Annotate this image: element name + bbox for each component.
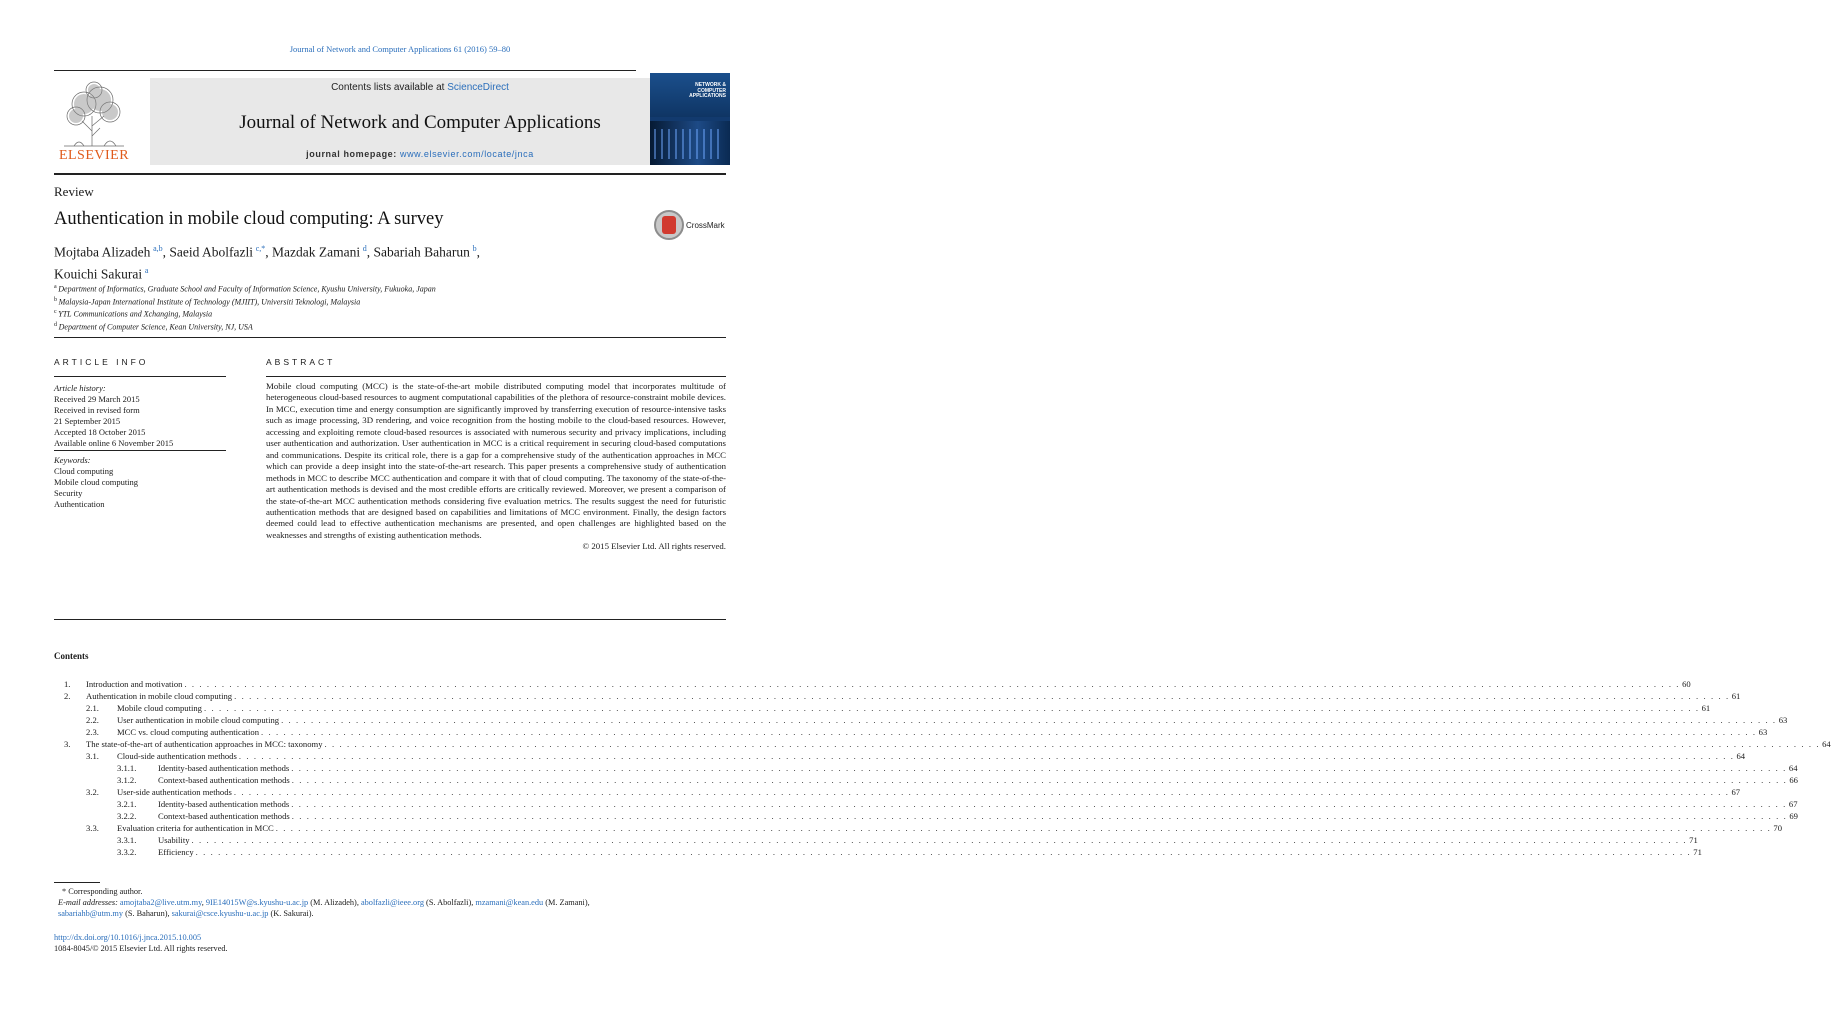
journal-header (54, 73, 734, 165)
toc-number: 3.3.1. (117, 835, 137, 845)
author-name[interactable]: Kouichi Sakurai (54, 266, 143, 281)
toc-page-number[interactable]: 60 (1682, 679, 1691, 689)
abstract-body (266, 381, 726, 553)
toc-entry[interactable] (54, 750, 1746, 762)
author-affiliation-ref[interactable]: b (472, 244, 477, 253)
affiliation-item (54, 295, 654, 308)
author-affiliation-ref[interactable]: a,b (153, 244, 163, 253)
toc-page-number[interactable]: 67 (1788, 799, 1798, 809)
toc-title[interactable]: MCC vs. cloud computing authentication (117, 727, 260, 737)
toc-page-number[interactable]: 61 (1701, 703, 1711, 713)
toc-entry[interactable] (54, 714, 1788, 726)
journal-cover-image[interactable] (650, 73, 730, 165)
author-name[interactable]: Saeid Abolfazli (169, 244, 253, 260)
keywords-rule (54, 450, 226, 451)
toc-number: 2.1. (86, 703, 99, 713)
toc-number: 1. (64, 679, 71, 689)
footnotes (54, 886, 734, 919)
crossmark-bookmark-icon (662, 216, 676, 234)
sciencedirect-link[interactable]: ScienceDirect (447, 82, 509, 93)
footnote-rule (54, 882, 100, 883)
toc-entry[interactable] (54, 798, 1798, 810)
email-owner: , (201, 898, 206, 907)
toc-leader-dots: . . . . . . . . . . . . . . . . . . . . . . . . . . . . . . . . . . . . . . . . . . . . . . . . . . . . . . . . . . . . . . . . . . . . . . . . . . . . . . . . . . . . . . . . . . . . . . . . . . . . . . . . . . . . . . . . . . . . . . . . . . . . . . . . . . . . . . . . . . . . . . . . . . . . . . . . . . . . . . . . . . . . . . . . . . . . . . . . . . . . . . . . . . . . . . . . . . . . . . . . (291, 811, 1788, 821)
email-link[interactable]: amojtaba2@live.utm.my (119, 898, 202, 907)
toc-number: 3.1. (86, 751, 99, 761)
toc-title[interactable]: Identity-based authentication methods (158, 799, 290, 809)
history-item: 21 September 2015 (54, 416, 121, 426)
toc-title[interactable]: Identity-based authentication methods (158, 763, 290, 773)
journal-title: Journal of Network and Computer Applications (239, 112, 601, 133)
keyword-item: Cloud computing (54, 466, 114, 476)
toc-leader-dots: . . . . . . . . . . . . . . . . . . . . . . . . . . . . . . . . . . . . . . . . . . . . . . . . . . . . . . . . . . . . . . . . . . . . . . . . . . . . . . . . . . . . . . . . . . . . . . . . . . . . . . . . . . . . . . . . . . . . . . . . . . . . . . . . . . . . . . . . . . . . . . . . . . . . . . . . . . . . . . . . . . . . . . . . . . . . . . . . . . . . . . . . . . . . . . . . . . . . . . . . (191, 835, 1688, 845)
toc-entry[interactable] (54, 678, 1691, 690)
author-list (54, 240, 634, 283)
corresponding-author-note: * Corresponding author. (62, 887, 143, 896)
abstract-rule (266, 376, 726, 377)
toc-number: 3.3.2. (117, 847, 137, 857)
toc-page-number[interactable]: 71 (1689, 835, 1698, 845)
affiliation-marker: a (54, 284, 57, 290)
homepage-prefix: journal homepage: (306, 149, 400, 159)
toc-title[interactable]: Context-based authentication methods (158, 775, 290, 785)
toc-entry[interactable] (54, 786, 1741, 798)
table-of-contents (54, 678, 1831, 858)
author-affiliation-ref[interactable]: a (144, 265, 149, 275)
toc-title[interactable]: User-side authentication methods (117, 787, 232, 797)
toc-leader-dots: . . . . . . . . . . . . . . . . . . . . . . . . . . . . . . . . . . . . . . . . . . . . . . . . . . . . . . . . . . . . . . . . . . . . . . . . . . . . . . . . . . . . . . . . . . . . . . . . . . . . . . . . . . . . . . . . . . . . . . . . . . . . . . . . . . . . . . . . . . . . . . . . . . . . . . . . . . . . . . . . . . . . . . . . . . . . . . . . . . . . . . . . . . . . . . . . . . . . . . . . (291, 799, 1787, 809)
email-link[interactable]: sabariahb@utm.my (58, 909, 124, 918)
contents-available-line (150, 82, 690, 93)
toc-leader-dots: . . . . . . . . . . . . . . . . . . . . . . . . . . . . . . . . . . . . . . . . . . . . . . . . . . . . . . . . . . . . . . . . . . . . . . . . . . . . . . . . . . . . . . . . . . . . . . . . . . . . . . . . . . . . . . . . . . . . . . . . . . . . . . . . . . . . . . . . . . . . . . . . . . . . . . . . . . . . . . . . . . . . . . . . . . . . . . . . . . . . . . . . . . . . . . . . . . . . . . . . (324, 739, 1821, 749)
author-separator: , (476, 244, 480, 260)
email-addresses (54, 897, 734, 919)
history-label: Article history: (54, 383, 106, 393)
header-bottom-rule (54, 173, 726, 175)
email-owner: (M. Zamani), (543, 898, 590, 907)
affiliation-marker: b (54, 296, 57, 303)
author-name[interactable]: Sabariah Baharun (373, 244, 470, 260)
article-info-heading: ARTICLE INFO (54, 357, 149, 367)
crossmark-icon (654, 210, 684, 240)
toc-number: 3. (64, 739, 71, 749)
toc-page-number[interactable]: 66 (1789, 775, 1798, 785)
toc-title[interactable]: The state-of-the-art of authentication approaches in MCC: taxonomy (86, 739, 323, 749)
toc-title[interactable]: Authentication in mobile cloud computing (86, 691, 233, 701)
toc-entry[interactable] (54, 702, 1711, 714)
toc-number: 2.3. (86, 727, 99, 737)
toc-title[interactable]: Usability (158, 835, 190, 845)
toc-page-number[interactable]: 64 (1822, 739, 1831, 749)
toc-page-number[interactable]: 64 (1736, 751, 1746, 761)
article-type: Review (54, 184, 94, 199)
affiliation-text: YTL Communications and Xchanging, Malaysia (58, 309, 213, 319)
history-item: Received in revised form (54, 405, 140, 415)
toc-entry[interactable] (54, 846, 1702, 858)
contents-prefix: Contents lists available at (331, 82, 448, 93)
journal-homepage (150, 149, 690, 159)
toc-leader-dots: . . . . . . . . . . . . . . . . . . . . . . . . . . . . . . . . . . . . . . . . . . . . . . . . . . . . . . . . . . . . . . . . . . . . . . . . . . . . . . . . . . . . . . . . . . . . . . . . . . . . . . . . . . . . . . . . . . . . . . . . . . . . . . . . . . . . . . . . . . . . . . . . . . . . . . . . . . . . . . . . . . . . . . . . . . . . . . . . . . . . . . . . . . . . . . . . . . . . . . . . (261, 727, 1757, 737)
history-item: Available online 6 November 2015 (54, 438, 174, 448)
issn-copyright: 1084-8045/© 2015 Elsevier Ltd. All rights reserved. (54, 944, 228, 953)
toc-number: 3.3. (86, 823, 99, 833)
affiliation-text: Department of Informatics, Graduate School and Faculty of Information Science, Kyushu University, Fukuoka, Japan (58, 284, 436, 294)
doi-block (54, 932, 228, 954)
toc-page-number[interactable]: 63 (1778, 715, 1788, 725)
toc-page-number[interactable]: 67 (1731, 787, 1741, 797)
contents-heading: Contents (54, 651, 89, 661)
article-info-rule (54, 376, 226, 377)
toc-leader-dots: . . . . . . . . . . . . . . . . . . . . . . . . . . . . . . . . . . . . . . . . . . . . . . . . . . . . . . . . . . . . . . . . . . . . . . . . . . . . . . . . . . . . . . . . . . . . . . . . . . . . . . . . . . . . . . . . . . . . . . . . . . . . . . . . . . . . . . . . . . . . . . . . . . . . . . . . . . . . . . . . . . . . . . . . . . . . . . . . . . . . . . . . . . . . . . . . . . . . . . . . (184, 679, 1681, 689)
cover-graphic (654, 129, 724, 159)
email-link[interactable]: sakurai@csce.kyushu-u.ac.jp (171, 909, 269, 918)
doi-link[interactable]: http://dx.doi.org/10.1016/j.jnca.2015.10.005 (54, 933, 202, 942)
affiliation-item (54, 320, 654, 333)
toc-title[interactable]: Introduction and motivation (86, 679, 183, 689)
history-item: Received 29 March 2015 (54, 394, 140, 404)
header-top-rule (54, 70, 636, 71)
toc-leader-dots: . . . . . . . . . . . . . . . . . . . . . . . . . . . . . . . . . . . . . . . . . . . . . . . . . . . . . . . . . . . . . . . . . . . . . . . . . . . . . . . . . . . . . . . . . . . . . . . . . . . . . . . . . . . . . . . . . . . . . . . . . . . . . . . . . . . . . . . . . . . . . . . . . . . . . . . . . . . . . . . . . . . . . . . . . . . . . . . . . . . . . . . . . . . . . . . . . . . . . . . . (275, 823, 1772, 833)
keywords (54, 455, 234, 510)
email-label: E-mail addresses: (58, 898, 120, 907)
email-link[interactable]: 9IE14015W@s.kyushu-u.ac.jp (205, 898, 309, 907)
keywords-label: Keywords: (54, 455, 91, 465)
toc-page-number[interactable]: 61 (1731, 691, 1741, 701)
author-separator: , (366, 244, 374, 260)
keyword-item: Authentication (54, 499, 105, 509)
toc-entry[interactable] (54, 738, 1831, 750)
paper-title: Authentication in mobile cloud computing: A survey (54, 209, 444, 229)
author-affiliation-ref[interactable]: d (362, 244, 367, 253)
toc-leader-dots: . . . . . . . . . . . . . . . . . . . . . . . . . . . . . . . . . . . . . . . . . . . . . . . . . . . . . . . . . . . . . . . . . . . . . . . . . . . . . . . . . . . . . . . . . . . . . . . . . . . . . . . . . . . . . . . . . . . . . . . . . . . . . . . . . . . . . . . . . . . . . . . . . . . . . . . . . . . . . . . . . . . . . . . . . . . . . . . . . . . . . . . . . . . . . . . . . . . . . . . . (238, 751, 1735, 761)
toc-title[interactable]: Context-based authentication methods (158, 811, 290, 821)
author-separator: , (162, 244, 170, 260)
author-affiliation-ref[interactable]: c,* (255, 244, 266, 253)
journal-citation-link[interactable]: Journal of Network and Computer Applications 61 (2016) 59–80 (289, 44, 511, 54)
homepage-link[interactable]: www.elsevier.com/locate/jnca (399, 149, 534, 159)
toc-title[interactable]: Mobile cloud computing (117, 703, 202, 713)
toc-leader-dots: . . . . . . . . . . . . . . . . . . . . . . . . . . . . . . . . . . . . . . . . . . . . . . . . . . . . . . . . . . . . . . . . . . . . . . . . . . . . . . . . . . . . . . . . . . . . . . . . . . . . . . . . . . . . . . . . . . . . . . . . . . . . . . . . . . . . . . . . . . . . . . . . . . . . . . . . . . . . . . . . . . . . . . . . . . . . . . . . . . . . . . . . . . . . . . . . . . . . . . . . (195, 847, 1692, 857)
email-owner: (K. Sakurai). (268, 909, 314, 918)
toc-number: 3.1.1. (117, 763, 137, 773)
toc-title[interactable]: Efficiency (158, 847, 194, 857)
email-owner: (S. Baharun), (123, 909, 172, 918)
toc-number: 2.2. (86, 715, 99, 725)
article-history (54, 383, 234, 449)
affiliation-item (54, 282, 654, 295)
cover-title: NETWORK & COMPUTER APPLICATIONS (689, 82, 726, 99)
toc-entry[interactable] (54, 774, 1798, 786)
toc-entry[interactable] (54, 810, 1798, 822)
toc-leader-dots: . . . . . . . . . . . . . . . . . . . . . . . . . . . . . . . . . . . . . . . . . . . . . . . . . . . . . . . . . . . . . . . . . . . . . . . . . . . . . . . . . . . . . . . . . . . . . . . . . . . . . . . . . . . . . . . . . . . . . . . . . . . . . . . . . . . . . . . . . . . . . . . . . . . . . . . . . . . . . . . . . . . . . . . . . . . . . . . . . . . . . . . . . . . . . . . . . . . . . . . . (291, 763, 1787, 773)
toc-page-number[interactable]: 63 (1758, 727, 1768, 737)
elsevier-wordmark: ELSEVIER (58, 148, 130, 163)
affiliation-item (54, 307, 654, 320)
keyword-item: Mobile cloud computing (54, 477, 139, 487)
crossmark-button[interactable] (654, 210, 734, 242)
email-link[interactable]: mzamani@kean.edu (475, 898, 544, 907)
toc-title[interactable]: Cloud-side authentication methods (117, 751, 237, 761)
toc-page-number[interactable]: 69 (1789, 811, 1798, 821)
section-rule (54, 337, 726, 338)
author-separator: , (265, 244, 272, 260)
abstract-bottom-rule (54, 619, 726, 620)
toc-number: 2. (64, 691, 71, 701)
affiliation-marker: d (54, 321, 57, 328)
email-link[interactable]: abolfazli@ieee.org (360, 898, 424, 907)
crossmark-label: CrossMark (686, 221, 725, 230)
toc-leader-dots: . . . . . . . . . . . . . . . . . . . . . . . . . . . . . . . . . . . . . . . . . . . . . . . . . . . . . . . . . . . . . . . . . . . . . . . . . . . . . . . . . . . . . . . . . . . . . . . . . . . . . . . . . . . . . . . . . . . . . . . . . . . . . . . . . . . . . . . . . . . . . . . . . . . . . . . . . . . . . . . . . . . . . . . . . . . . . . . . . . . . . . . . . . . . . . . . . . . . . . . . (233, 787, 1730, 797)
toc-page-number[interactable]: 70 (1773, 823, 1783, 833)
author-name[interactable]: Mojtaba Alizadeh (54, 244, 151, 260)
toc-number: 3.2.1. (117, 799, 137, 809)
author-name[interactable]: Mazdak Zamani (272, 244, 361, 260)
email-owner: (S. Abolfazli), (423, 898, 476, 907)
toc-number: 3.2.2. (117, 811, 137, 821)
keyword-item: Security (54, 488, 83, 498)
affiliations (54, 282, 654, 333)
history-item: Accepted 18 October 2015 (54, 427, 146, 437)
email-owner: (M. Alizadeh), (308, 898, 361, 907)
toc-entry[interactable] (54, 762, 1798, 774)
toc-entry[interactable] (54, 834, 1698, 846)
toc-title[interactable]: Evaluation criteria for authentication in MCC (117, 823, 274, 833)
affiliation-text: Malaysia-Japan International Institute of Technology (MJIIT), Universiti Teknologi, Malaysia (58, 297, 361, 307)
toc-leader-dots: . . . . . . . . . . . . . . . . . . . . . . . . . . . . . . . . . . . . . . . . . . . . . . . . . . . . . . . . . . . . . . . . . . . . . . . . . . . . . . . . . . . . . . . . . . . . . . . . . . . . . . . . . . . . . . . . . . . . . . . . . . . . . . . . . . . . . . . . . . . . . . . . . . . . . . . . . . . . . . . . . . . . . . . . . . . . . . . . . . . . . . . . . . . . . . . . . . . . . . . . (203, 703, 1700, 713)
abstract-text: Mobile cloud computing (MCC) is the state-of-the-art mobile distributed computing model that incorporates multitude of heterogeneous cloud-based resources to augment computational capabilities of the plethora of resource-constraint mobile devices. In MCC, execution time and energy consumption are significantly improved by transferring execution of resource-intensive tasks such as image processing, 3D rendering, and voice recognition from the hosting mobile to the cloud-based resources. However, accessing and exploiting remote cloud-based resources is associated with numerous security and privacy implications, including user authentication and authorization. User authentication in MCC is a critical requirement in securing cloud-based computations and communications. Despite its critical role, there is a gap for a comprehensive study of the authentication approaches in MCC which can provide a deep insight into the state-of-the-art research. This paper presents a comprehensive study of authentication methods in MCC to describe MCC authentication and compare it with that of cloud computing. The taxonomy of the state-of-the-art authentication methods is devised and the most credible efforts are critically reviewed. Moreover, we present a comparison of the state-of-the-art MCC authentication methods considering five evaluation metrics. The results suggest the need for futuristic authentication methods that are designed based on capabilities and limitations of MCC environment. Finally, the design factors deemed could lead to effective authentication mechanisms are presented, and open challenges are highlighted based on the weaknesses and strengths of existing authentication methods. (266, 381, 726, 540)
affiliation-text: Department of Computer Science, Kean University, NJ, USA (58, 322, 253, 332)
journal-banner (150, 78, 690, 165)
toc-page-number[interactable]: 64 (1788, 763, 1798, 773)
toc-leader-dots: . . . . . . . . . . . . . . . . . . . . . . . . . . . . . . . . . . . . . . . . . . . . . . . . . . . . . . . . . . . . . . . . . . . . . . . . . . . . . . . . . . . . . . . . . . . . . . . . . . . . . . . . . . . . . . . . . . . . . . . . . . . . . . . . . . . . . . . . . . . . . . . . . . . . . . . . . . . . . . . . . . . . . . . . . . . . . . . . . . . . . . . . . . . . . . . . . . . . . . . . (234, 691, 1730, 701)
abstract-heading: ABSTRACT (266, 357, 336, 367)
affiliation-marker: c (54, 309, 57, 316)
toc-entry[interactable] (54, 822, 1783, 834)
toc-page-number[interactable]: 71 (1693, 847, 1702, 857)
toc-entry[interactable] (54, 726, 1768, 738)
abstract-copyright: © 2015 Elsevier Ltd. All rights reserved. (582, 541, 726, 552)
toc-entry[interactable] (54, 690, 1741, 702)
toc-number: 3.1.2. (117, 775, 137, 785)
toc-leader-dots: . . . . . . . . . . . . . . . . . . . . . . . . . . . . . . . . . . . . . . . . . . . . . . . . . . . . . . . . . . . . . . . . . . . . . . . . . . . . . . . . . . . . . . . . . . . . . . . . . . . . . . . . . . . . . . . . . . . . . . . . . . . . . . . . . . . . . . . . . . . . . . . . . . . . . . . . . . . . . . . . . . . . . . . . . . . . . . . . . . . . . . . . . . . . . . . . . . . . . . . . (291, 775, 1788, 785)
toc-number: 3.2. (86, 787, 99, 797)
toc-title[interactable]: User authentication in mobile cloud computing (117, 715, 280, 725)
toc-leader-dots: . . . . . . . . . . . . . . . . . . . . . . . . . . . . . . . . . . . . . . . . . . . . . . . . . . . . . . . . . . . . . . . . . . . . . . . . . . . . . . . . . . . . . . . . . . . . . . . . . . . . . . . . . . . . . . . . . . . . . . . . . . . . . . . . . . . . . . . . . . . . . . . . . . . . . . . . . . . . . . . . . . . . . . . . . . . . . . . . . . . . . . . . . . . . . . . . . . . . . . . . (281, 715, 1777, 725)
